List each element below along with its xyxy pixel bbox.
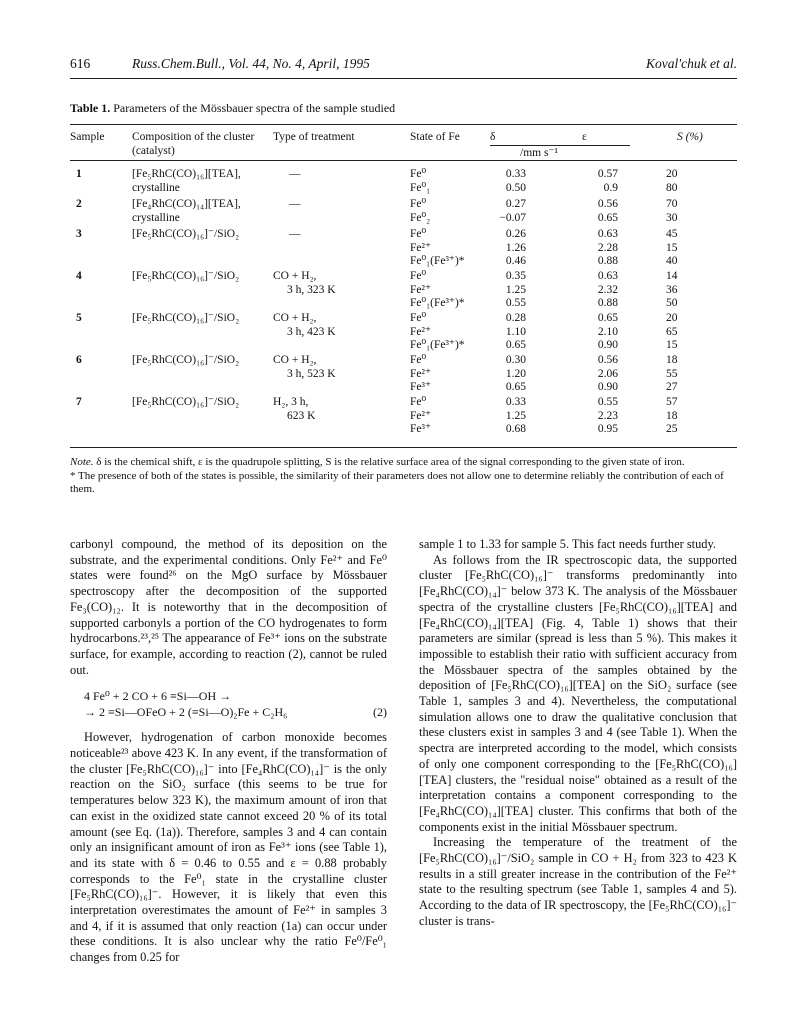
table-cell-epsilon: 0.90: [597, 339, 618, 351]
equation-number: (2): [373, 705, 387, 720]
table-cell-epsilon: 0.95: [597, 423, 618, 435]
table-cell-s: 30: [666, 211, 678, 224]
table-cell-epsilon: 0.9: [603, 181, 618, 194]
table-cell-s: 15: [666, 241, 678, 254]
equation-line-2-row: [84, 704, 387, 720]
table-note: Note. δ is the chemical shift, ε is the quadrupole splitting, S is the relative surface area of the signal corresponding to the given state of iron.: [70, 456, 685, 468]
table-cell-delta: 0.28: [505, 312, 526, 324]
table-cell-delta: 1.20: [505, 367, 526, 380]
table-cell-composition: [Fe₅RhC(CO)₁₆]⁻/SiO₂: [132, 312, 240, 324]
table-cell-state: Fe⁰: [410, 270, 427, 282]
table-cell-s: 36: [666, 283, 678, 296]
table-cell-s: 27: [666, 381, 678, 393]
table-cell-sample: 1: [76, 168, 82, 180]
table-cell-delta: 0.50: [505, 181, 526, 194]
table-cell-state: Fe³⁺: [410, 423, 432, 435]
table-cell-s: 25: [666, 423, 678, 435]
table-cell-delta: −0.07: [499, 211, 526, 224]
table-footnote: * The presence of both of the states is possible, the similarity of their parameters does not allow one to determine reliably the contribution of each of them.: [70, 469, 724, 495]
table-cell-sample: 6: [76, 354, 82, 366]
table-cell-s: 18: [666, 354, 678, 366]
table-cell-composition: [Fe₄RhC(CO)₁₄][TEA],: [132, 198, 241, 210]
table-cell-epsilon: 0.55: [597, 396, 618, 408]
col-header-epsilon: ε: [582, 131, 587, 143]
table-cell-delta: 1.26: [505, 241, 526, 254]
table-cell-state: Fe⁰₁(Fe³⁺)*: [410, 339, 465, 351]
table-cell-epsilon: 0.63: [597, 270, 618, 282]
table-cell-delta: 1.25: [505, 409, 526, 422]
table-cell-state: Fe⁰: [410, 396, 427, 408]
table-cell-epsilon: 0.88: [597, 297, 618, 309]
table-top-rule: [70, 124, 737, 125]
table-cell-epsilon: 2.06: [597, 367, 618, 380]
equation-line-1: 4 Fe⁰ + 2 CO + 6 ≡Si—OH →: [84, 689, 232, 704]
table-cell-state: Fe⁰: [410, 354, 427, 366]
table-cell-delta: 0.26: [505, 228, 526, 240]
body-column-right: [419, 537, 737, 930]
col-header-s: S (%): [677, 131, 703, 143]
table-bottom-rule: [70, 447, 737, 448]
table-cell-epsilon: 0.63: [597, 228, 618, 240]
table-cell-s: 20: [666, 168, 678, 180]
table-cell-state: Fe⁰: [410, 228, 427, 240]
table-cell-composition: [Fe₅RhC(CO)₁₆][TEA],: [132, 168, 241, 180]
table-cell-composition: [Fe₅RhC(CO)₁₆]⁻/SiO₂: [132, 228, 240, 240]
table-cell-state: Fe⁰: [410, 198, 427, 210]
table-cell-delta: 0.46: [505, 255, 526, 267]
table-cell-epsilon: 2.32: [597, 283, 618, 296]
table-cell-sample: 4: [76, 270, 82, 282]
table-cell-s: 40: [666, 255, 678, 267]
delta-eps-rule: [490, 145, 630, 146]
table-cell-state: Fe²⁺: [410, 325, 432, 338]
table-cell-epsilon: 2.23: [597, 409, 618, 422]
table-cell-delta: 1.10: [505, 325, 526, 338]
table-cell-epsilon: 0.90: [597, 381, 618, 393]
col-header-sample: Sample: [70, 131, 105, 143]
table-cell-sample: 7: [76, 396, 82, 408]
col-header-state: State of Fe: [410, 131, 460, 143]
col-header-unit: /mm s⁻¹: [520, 147, 558, 159]
table-cell-s: 55: [666, 367, 678, 380]
paragraph: As follows from the IR spectroscopic data, the supported cluster [Fe₅RhC(CO)₁₆]⁻ transforms predominantly into [Fe₄RhC(CO)₁₄]⁻ below 373 K. The analysis of the Mössbauer spectra of the crystalline clusters [Fe₅RhC(CO)₁₆][TEA] and [Fe₄RhC(CO)₁₄][TEA] (Fig. 4, Table 1) shows that their parameters are similar (spread is less than 5 %). This makes it impossible to establish their ratio with sufficient accuracy from the Mössbauer spectra of the samples obtained by the deposition of [Fe₅RhC(CO)₁₆][TEA] on the SiO₂ surface (see Table 1, samples 3 and 4). Nevertheless, the computational simulation allows one to draw the qualitative conclusion that these clusters exist in samples 3 and 4 (see Table 1). When the spectra are interpreted according to the model, which consists of only one component corresponding to the [Fe₅RhC(CO)₁₆][TEA] clusters, the "residual noise" obtained as a result of the interpretation contains a component corresponding to the [Fe₄RhC(CO)₁₄][TEA] cluster. This confirms that both of the components exist in the initial Mössbauer spectrum.: [419, 552, 737, 834]
table-cell-delta: 0.33: [505, 168, 526, 180]
table-cell-s: 18: [666, 409, 678, 422]
table-cell-state: Fe⁰₁(Fe³⁺)*: [410, 255, 465, 267]
table-cell-epsilon: 0.65: [597, 312, 618, 324]
table-cell-epsilon: 0.57: [597, 168, 618, 180]
table-cell-treatment: CO + H₂,: [273, 270, 317, 282]
table-cell-composition: [Fe₅RhC(CO)₁₆]⁻/SiO₂: [132, 270, 240, 282]
body-column-left: [70, 537, 387, 966]
page-number: 616: [70, 56, 91, 71]
col-header-treatment: Type of treatment: [273, 131, 355, 143]
table-cell-treatment: 623 K: [287, 409, 316, 422]
table-cell-treatment: CO + H₂,: [273, 312, 317, 324]
paragraph: However, hydrogenation of carbon monoxide becomes noticeable²³ above 423 K. In any event, if the transformation of the cluster [Fe₅RhC(CO)₁₆]⁻ into [Fe₄RhC(CO)₁₄]⁻ is the only reaction on the SiO₂ surface (this seems to be true for temperatures below 323 K), the maximum amount of iron that can exist in the oxidized state cannot exceed 20 % of its total amount (see Eq. (1a)). Therefore, samples 3 and 4 can contain only an insignificant amount of iron as Fe³⁺ ions (see Table 1), and its state with δ = 0.46 to 0.55 and ε = 0.88 probably corresponds to the Fe⁰₁ state in the crystalline cluster [Fe₅RhC(CO)₁₆]⁻. However, it is likely that even this interpretation overestimates the amount of Fe²⁺ in samples 3 and 4, if it is assumed that only reaction (1a) can occur under these conditions. It is also unclear why the ratio Fe⁰/Fe⁰₁ changes from 0.25 for: [70, 730, 387, 965]
table-cell-delta: 0.65: [505, 339, 526, 351]
table-cell-s: 57: [666, 396, 678, 408]
table-cell-composition: [Fe₅RhC(CO)₁₆]⁻/SiO₂: [132, 396, 240, 408]
table-cell-composition: [Fe₅RhC(CO)₁₆]⁻/SiO₂: [132, 354, 240, 366]
table-cell-s: 14: [666, 270, 678, 282]
table-header-rule: [70, 160, 737, 161]
table-cell-s: 70: [666, 198, 678, 210]
table-cell-treatment: 3 h, 423 K: [287, 325, 336, 338]
col-header-delta: δ: [490, 131, 496, 143]
table-cell-composition: crystalline: [132, 211, 180, 224]
table-caption: [70, 101, 395, 116]
table-cell-epsilon: 0.56: [597, 198, 618, 210]
table-cell-treatment: —: [289, 198, 301, 210]
table-cell-state: Fe²⁺: [410, 409, 432, 422]
table-cell-treatment: 3 h, 323 K: [287, 283, 336, 296]
table-cell-treatment: —: [289, 168, 301, 180]
paragraph: sample 1 to 1.33 for sample 5. This fact needs further study.: [419, 537, 716, 551]
table-cell-treatment: 3 h, 523 K: [287, 367, 336, 380]
table-cell-delta: 0.55: [505, 297, 526, 309]
table-cell-state: Fe⁰: [410, 168, 427, 180]
table-cell-state: Fe⁰₁(Fe³⁺)*: [410, 297, 465, 309]
table-cell-state: Fe³⁺: [410, 381, 432, 393]
table-caption-label: Table 1.: [70, 101, 111, 115]
table-cell-epsilon: 0.56: [597, 354, 618, 366]
table-cell-epsilon: 0.88: [597, 255, 618, 267]
table-cell-treatment: H₂, 3 h,: [273, 396, 309, 408]
table-cell-state: Fe²⁺: [410, 367, 432, 380]
table-cell-epsilon: 2.28: [597, 241, 618, 254]
running-header: [70, 56, 737, 79]
table-cell-s: 80: [666, 181, 678, 194]
table-cell-delta: 0.68: [505, 423, 526, 435]
equation-2: [84, 688, 387, 720]
table-cell-epsilon: 0.65: [597, 211, 618, 224]
table-cell-epsilon: 2.10: [597, 325, 618, 338]
table-cell-s: 45: [666, 228, 678, 240]
table-cell-delta: 0.30: [505, 354, 526, 366]
table-cell-delta: 0.27: [505, 198, 526, 210]
table-cell-s: 65: [666, 325, 678, 338]
equation-line-2: → 2 ≡Si—OFeO + 2 (≡Si—O)₂Fe + C₂H₆: [84, 705, 288, 720]
table-cell-delta: 0.35: [505, 270, 526, 282]
journal-citation: Russ.Chem.Bull., Vol. 44, No. 4, April, 1995: [132, 56, 370, 71]
table-cell-treatment: —: [289, 228, 301, 240]
table-cell-treatment: CO + H₂,: [273, 354, 317, 366]
table-cell-sample: 3: [76, 228, 82, 240]
table-cell-composition: crystalline: [132, 181, 180, 194]
table-cell-sample: 2: [76, 198, 82, 210]
table-cell-state: Fe⁰: [410, 312, 427, 324]
table-cell-s: 20: [666, 312, 678, 324]
table-cell-delta: 0.65: [505, 381, 526, 393]
table-cell-delta: 0.33: [505, 396, 526, 408]
paragraph: Increasing the temperature of the treatment of the [Fe₅RhC(CO)₁₆]⁻/SiO₂ sample in CO + H₂ from 323 to 423 K results in a still greater increase in the contribution of the Fe²⁺ state to the resulting spectrum (see Table 1, samples 4 and 5). According to the data of IR spectroscopy, the [Fe₅RhC(CO)₁₆]⁻ cluster is trans-: [419, 835, 737, 928]
authors: Koval'chuk et al.: [646, 56, 737, 71]
table-cell-state: Fe⁰₁: [410, 181, 431, 194]
table-caption-text: Parameters of the Mössbauer spectra of the sample studied: [110, 101, 396, 115]
table-cell-state: Fe²⁺: [410, 283, 432, 296]
table-cell-state: Fe⁰₂: [410, 211, 431, 224]
table-cell-s: 50: [666, 297, 678, 309]
table-notes: [70, 456, 737, 497]
col-header-composition: Composition of the cluster (catalyst): [132, 131, 255, 157]
table-cell-sample: 5: [76, 312, 82, 324]
table-cell-delta: 1.25: [505, 283, 526, 296]
paragraph: carbonyl compound, the method of its deposition on the substrate, and the experimental conditions. Only Fe²⁺ and Fe⁰ states were found²⁶ on the MgO surface by Mössbauer spectroscopy after the decomposition of the supported Fe₃(CO)₁₂. It is noteworthy that in the decomposition of supported carbonyls a portion of the CO hydrogenates to form hydrocarbons.²³,²⁵ The appearance of Fe³⁺ ions on the substrate surface, for example, according to reaction (2), cannot be ruled out.: [70, 537, 387, 677]
table-cell-state: Fe²⁺: [410, 241, 432, 254]
table-cell-s: 15: [666, 339, 678, 351]
